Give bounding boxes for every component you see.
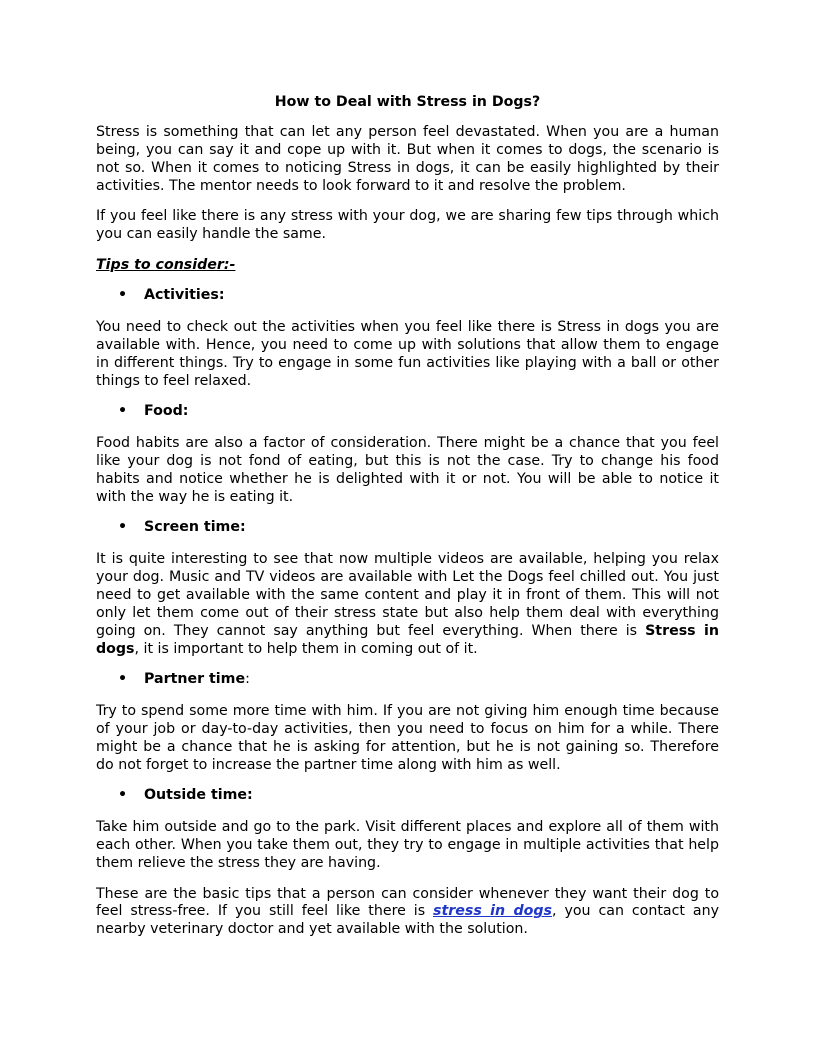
tips-heading-text: Tips to consider:-	[96, 256, 236, 273]
stress-in-dogs-link[interactable]: stress in dogs	[433, 903, 552, 920]
section-heading-screen-time	[96, 519, 719, 537]
section-body-partner-time: Try to spend some more time with him. If you are not giving him enough time because of your job or day-to-day activities, then you need to focus on him for a while. There might be a chance that he is asking for attention, but he is not gaining so. Therefore do not forget to increase the partner time along with him as well.	[96, 703, 719, 773]
section-heading-label: Activities:	[144, 287, 225, 304]
bullet-icon: •	[118, 787, 128, 804]
bullet-icon: •	[118, 403, 128, 420]
section-heading-label	[144, 671, 250, 689]
section-body-activities: You need to check out the activities when you feel like there is Stress in dogs you are available with. Hence, you need to come up with solutions that allow them to engage in different things. Try to engage in some fun activities like playing with a ball or other things to feel relaxed.	[96, 318, 719, 389]
section-heading-label-text: Partner time	[144, 671, 246, 688]
intro-paragraph: If you feel like there is any stress with your dog, we are sharing few tips through which you can easily handle the same.	[96, 208, 719, 243]
bullet-icon: •	[118, 519, 128, 536]
section-heading-activities	[96, 287, 719, 305]
section-heading-partner-time	[96, 671, 719, 689]
body-text: It is quite interesting to see that now multiple videos are available, helping you relax your dog. Music and TV videos are available with Let the Dogs feel chilled out. You just need to get available with the same content and play it in front of them. This will not only let them come out of their stress state but also help them deal with everything going on. They cannot say anything but feel everything. When there is	[96, 551, 719, 639]
tips-heading	[96, 257, 719, 275]
body-text: , you can contact any nearby veterinary doctor and yet available with the solution.	[96, 903, 719, 938]
section-body-outside-time: Take him outside and go to the park. Visit different places and explore all of them with each other. When you take them out, they try to engage in multiple activities that help them relieve the stress they are having.	[96, 819, 719, 872]
section-body-screen-time	[96, 551, 719, 658]
document-page	[96, 94, 719, 952]
section-heading-label: Food:	[144, 403, 189, 420]
section-heading-suffix: :	[245, 671, 250, 688]
bullet-icon: •	[118, 287, 128, 304]
section-heading-label: Screen time:	[144, 519, 246, 536]
body-text: , it is important to help them in coming out of it.	[134, 640, 478, 657]
intro-paragraph: Stress is something that can let any person feel devastated. When you are a human being, you can say it and cope up with it. But when it comes to dogs, the scenario is not so. When it comes to noticing Stress in dogs, it can be easily highlighted by their activities. The mentor needs to look forward to it and resolve the problem.	[96, 123, 719, 194]
section-heading-outside-time	[96, 787, 719, 805]
document-title: How to Deal with Stress in Dogs?	[274, 94, 541, 110]
closing-paragraph	[96, 886, 719, 940]
body-bold-text: Stress in dogs	[96, 622, 719, 657]
section-heading-food	[96, 403, 719, 421]
bullet-icon: •	[118, 671, 128, 688]
section-heading-label: Outside time:	[144, 787, 253, 804]
section-body-food: Food habits are also a factor of consideration. There might be a chance that you feel like your dog is not fond of eating, but this is not the case. Try to change his food habits and notice whether he is delighted with it or not. You will be able to notice it with the way he is eating it.	[96, 435, 719, 505]
body-text: These are the basic tips that a person can consider whenever they want their dog to feel stress-free. If you still feel like there is	[96, 885, 719, 920]
